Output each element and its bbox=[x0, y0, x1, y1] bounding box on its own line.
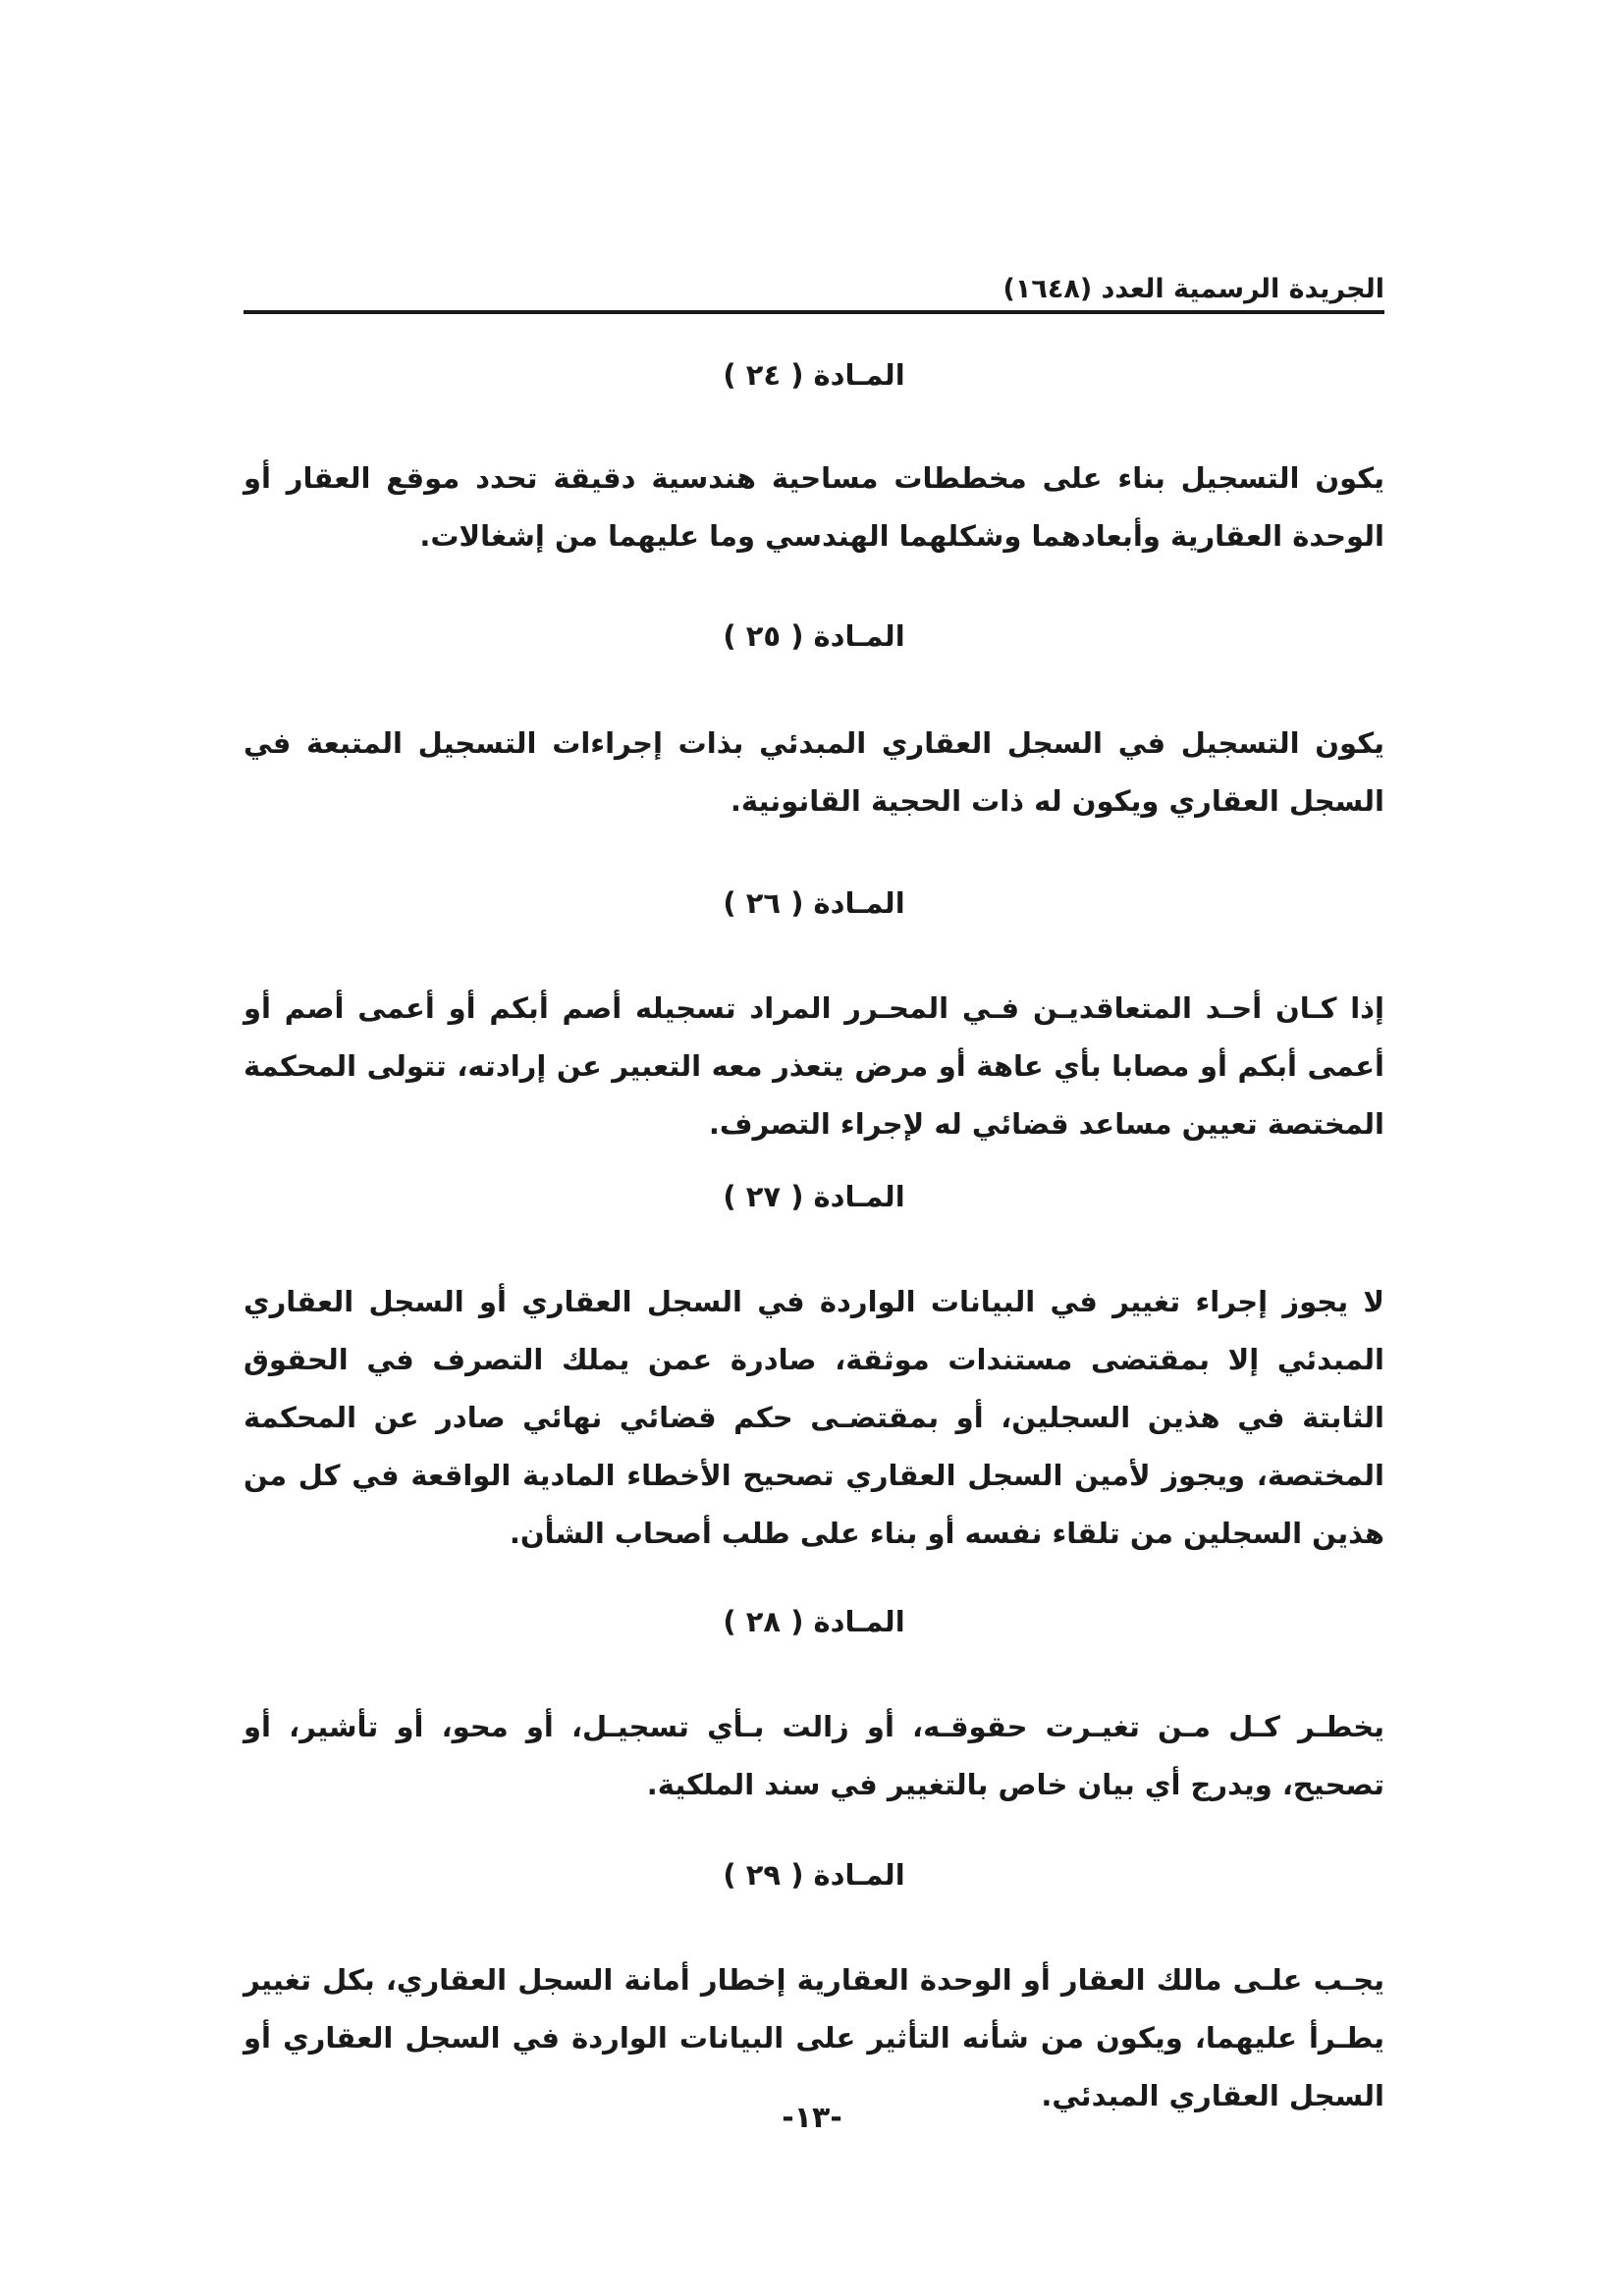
article-body: لا يجوز إجراء تغيير في البيانات الواردة في السجل العقاري أو السجل العقاري المبدئي إلا بمقتضى مستندات موثقة، صادرة عمن يملك التصرف في الحقوق الثابتة في هذين السجلين، أو بمقتضـى حكم قضائي نهائي صادر عن المحكمة المختصة، ويجوز لأمين السجل العقاري تصحيح الأخطاء المادية الواقعة في كل من هذين السجلين من تلقاء نفسه أو بناء على طلب أصحاب الشأن. bbox=[244, 1285, 1384, 1550]
article-heading: المـادة ( ٢٤ ) bbox=[723, 358, 905, 392]
article-body: يخطـر كـل مـن تغيـرت حقوقـه، أو زالت بـأي تسجيـل، أو محو، أو تأشير، أو تصحيح، ويدرج أي بيان خاص بالتغيير في سند الملكية. bbox=[244, 1710, 1384, 1801]
article-25 bbox=[244, 605, 1384, 830]
gazette-page bbox=[244, 245, 1384, 2125]
article-body: إذا كـان أحـد المتعاقديـن فـي المحـرر المراد تسجيله أصم أبكم أو أعمى أصم أو أعمى أبكم أو مصابا بأي عاهة أو مرض يتعذر معه التعبير عن إرادته، تتولى المحكمة المختصة تعيين مساعد قضائي له لإجراء التصرف. bbox=[244, 991, 1384, 1141]
article-body: يكون التسجيل بناء على مخططات مساحية هندسية دقيقة تحدد موقع العقار أو الوحدة العقارية وأبعادهما وشكلهما الهندسي وما عليهما من إشغالات. bbox=[244, 461, 1384, 553]
article-heading: المـادة ( ٢٥ ) bbox=[723, 619, 905, 653]
article-body: يكون التسجيل في السجل العقاري المبدئي بذات إجراءات التسجيل المتبعة في السجل العقاري ويكون له ذات الحجية القانونية. bbox=[244, 726, 1384, 818]
article-28 bbox=[244, 1590, 1384, 1814]
article-body: يجـب علـى مالك العقار أو الوحدة العقارية إخطار أمانة السجل العقاري، بكل تغيير يطـرأ عليهما، ويكون من شأنه التأثير على البيانات الواردة في السجل العقاري أو السجل العقاري المبدئي. bbox=[244, 1963, 1384, 2112]
article-heading: المـادة ( ٢٦ ) bbox=[723, 886, 905, 920]
article-29 bbox=[244, 1843, 1384, 2125]
article-27 bbox=[244, 1165, 1384, 1563]
gazette-issue-title: الجريدة الرسمية العدد (١٦٤٨) bbox=[1002, 274, 1384, 304]
article-heading: المـادة ( ٢٨ ) bbox=[723, 1605, 905, 1638]
page-number: -١٣- bbox=[782, 2101, 842, 2135]
article-heading: المـادة ( ٢٧ ) bbox=[723, 1180, 905, 1213]
article-heading: المـادة ( ٢٩ ) bbox=[723, 1858, 905, 1892]
page-header bbox=[244, 245, 1384, 314]
article-26 bbox=[244, 872, 1384, 1153]
article-24 bbox=[244, 344, 1384, 565]
